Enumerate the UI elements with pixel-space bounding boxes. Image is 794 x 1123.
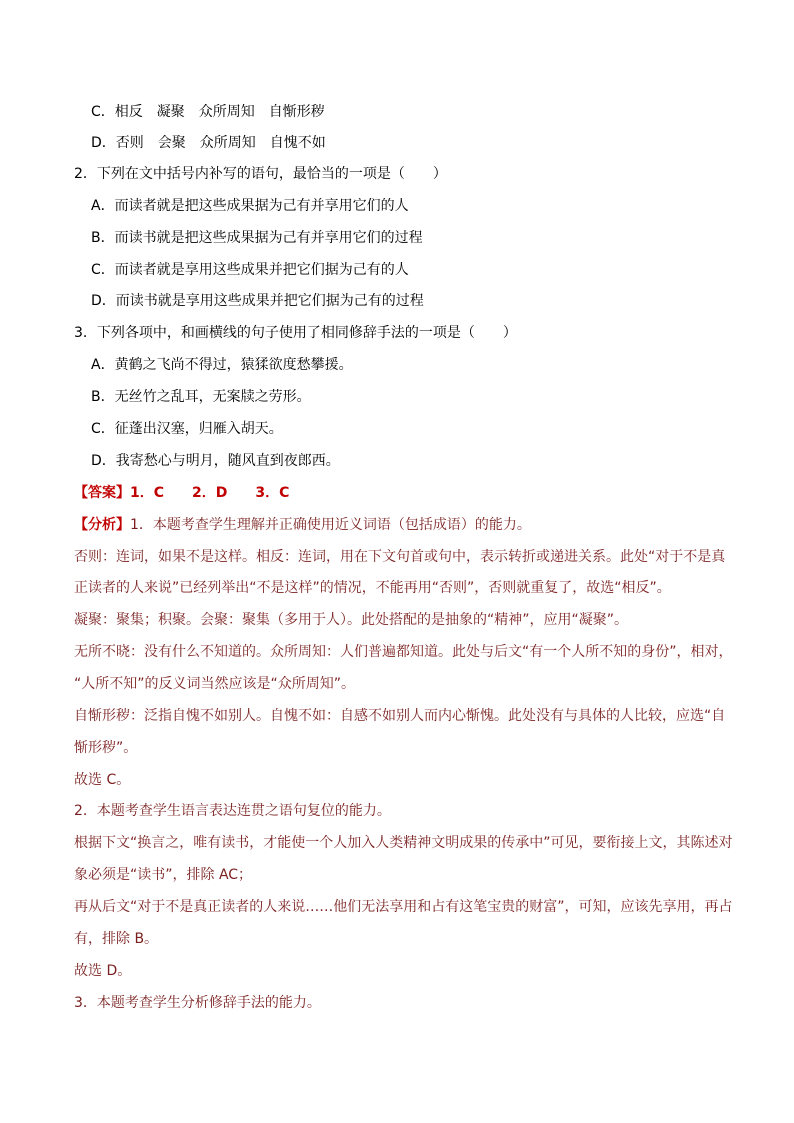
analysis-line-2: 否则：连词，如果不是这样。相反：连词，用在下文句首或句中，表示转折或递进关系。此处“对于不是真: [74, 549, 726, 565]
q2-stem: 2．下列在文中括号内补写的语句，最恰当的一项是（ ）: [74, 166, 447, 182]
answer-label: 【答案】: [74, 485, 130, 501]
q3-option-d: D．我寄愁心与明月，随风直到夜郎西。: [91, 453, 340, 469]
q3-stem: 3．下列各项中，和画横线的句子使用了相同修辞手法的一项是（ ）: [74, 325, 517, 341]
q2-option-b: B．而读书就是把这些成果据为己有并享用它们的过程: [91, 230, 423, 246]
analysis-label: 【分析】: [74, 517, 130, 533]
answer-text: 1．C 2．D 3．C: [130, 485, 290, 501]
q1-option-d: D．否则 会聚 众所周知 自愧不如: [91, 135, 326, 151]
analysis-line-12: 象必须是“读书”，排除 AC；: [74, 867, 253, 883]
analysis-line-4: 凝聚：聚集；积聚。会聚：聚集（多用于人）。此处搭配的是抽象的“精神”，应用“凝聚”。: [74, 612, 629, 628]
q1-option-c: C．相反 凝聚 众所周知 自惭形秽: [91, 104, 325, 120]
analysis-line-11: 根据下文“换言之，唯有读书，才能使一个人加入人类精神文明成果的传承中”可见，要衔接上文，其陈述对: [74, 835, 733, 851]
analysis-line-1: 1．本题考查学生理解并正确使用近义词语（包括成语）的能力。: [130, 517, 531, 533]
analysis-line-5: 无所不晓：没有什么不知道的。众所周知：人们普遍都知道。此处与后文“有一个人所不知的身份”，相对，: [74, 644, 733, 660]
analysis-line-8: 惭形秽”。: [74, 740, 138, 756]
analysis-line-7: 自惭形秽：泛指自愧不如别人。自愧不如：自感不如别人而内心惭愧。此处没有与具体的人比较，应选“自: [74, 708, 726, 724]
analysis-header: [74, 516, 531, 534]
analysis-line-10: 2．本题考查学生语言表达连贯之语句复位的能力。: [74, 803, 391, 819]
analysis-line-3: 正读者的人来说”已经列举出“不是这样”的情况，不能再用“否则”，否则就重复了，故选“相反”。: [74, 580, 671, 596]
analysis-line-15: 故选 D。: [74, 963, 132, 979]
q3-option-c: C．征蓬出汉塞，归雁入胡天。: [91, 421, 283, 437]
q3-option-a: A．黄鹤之飞尚不得过，猿猱欲度愁攀援。: [91, 357, 353, 373]
answer-line: [74, 484, 289, 502]
analysis-line-13: 再从后文“对于不是真正读者的人来说……他们无法享用和占有这笔宝贵的财富”，可知，应该先享用，再占: [74, 899, 733, 915]
q2-option-d: D．而读书就是享用这些成果并把它们据为己有的过程: [91, 293, 424, 309]
analysis-line-16: 3．本题考查学生分析修辞手法的能力。: [74, 995, 321, 1011]
q3-option-b: B．无丝竹之乱耳，无案牍之劳形。: [91, 389, 311, 405]
q2-option-a: A．而读者就是把这些成果据为己有并享用它们的人: [91, 198, 409, 214]
analysis-line-6: “人所不知”的反义词当然应该是“众所周知”。: [74, 676, 356, 692]
analysis-line-14: 有，排除 B。: [74, 931, 159, 947]
q2-option-c: C．而读者就是享用这些成果并把它们据为己有的人: [91, 262, 409, 278]
analysis-line-9: 故选 C。: [74, 772, 131, 788]
